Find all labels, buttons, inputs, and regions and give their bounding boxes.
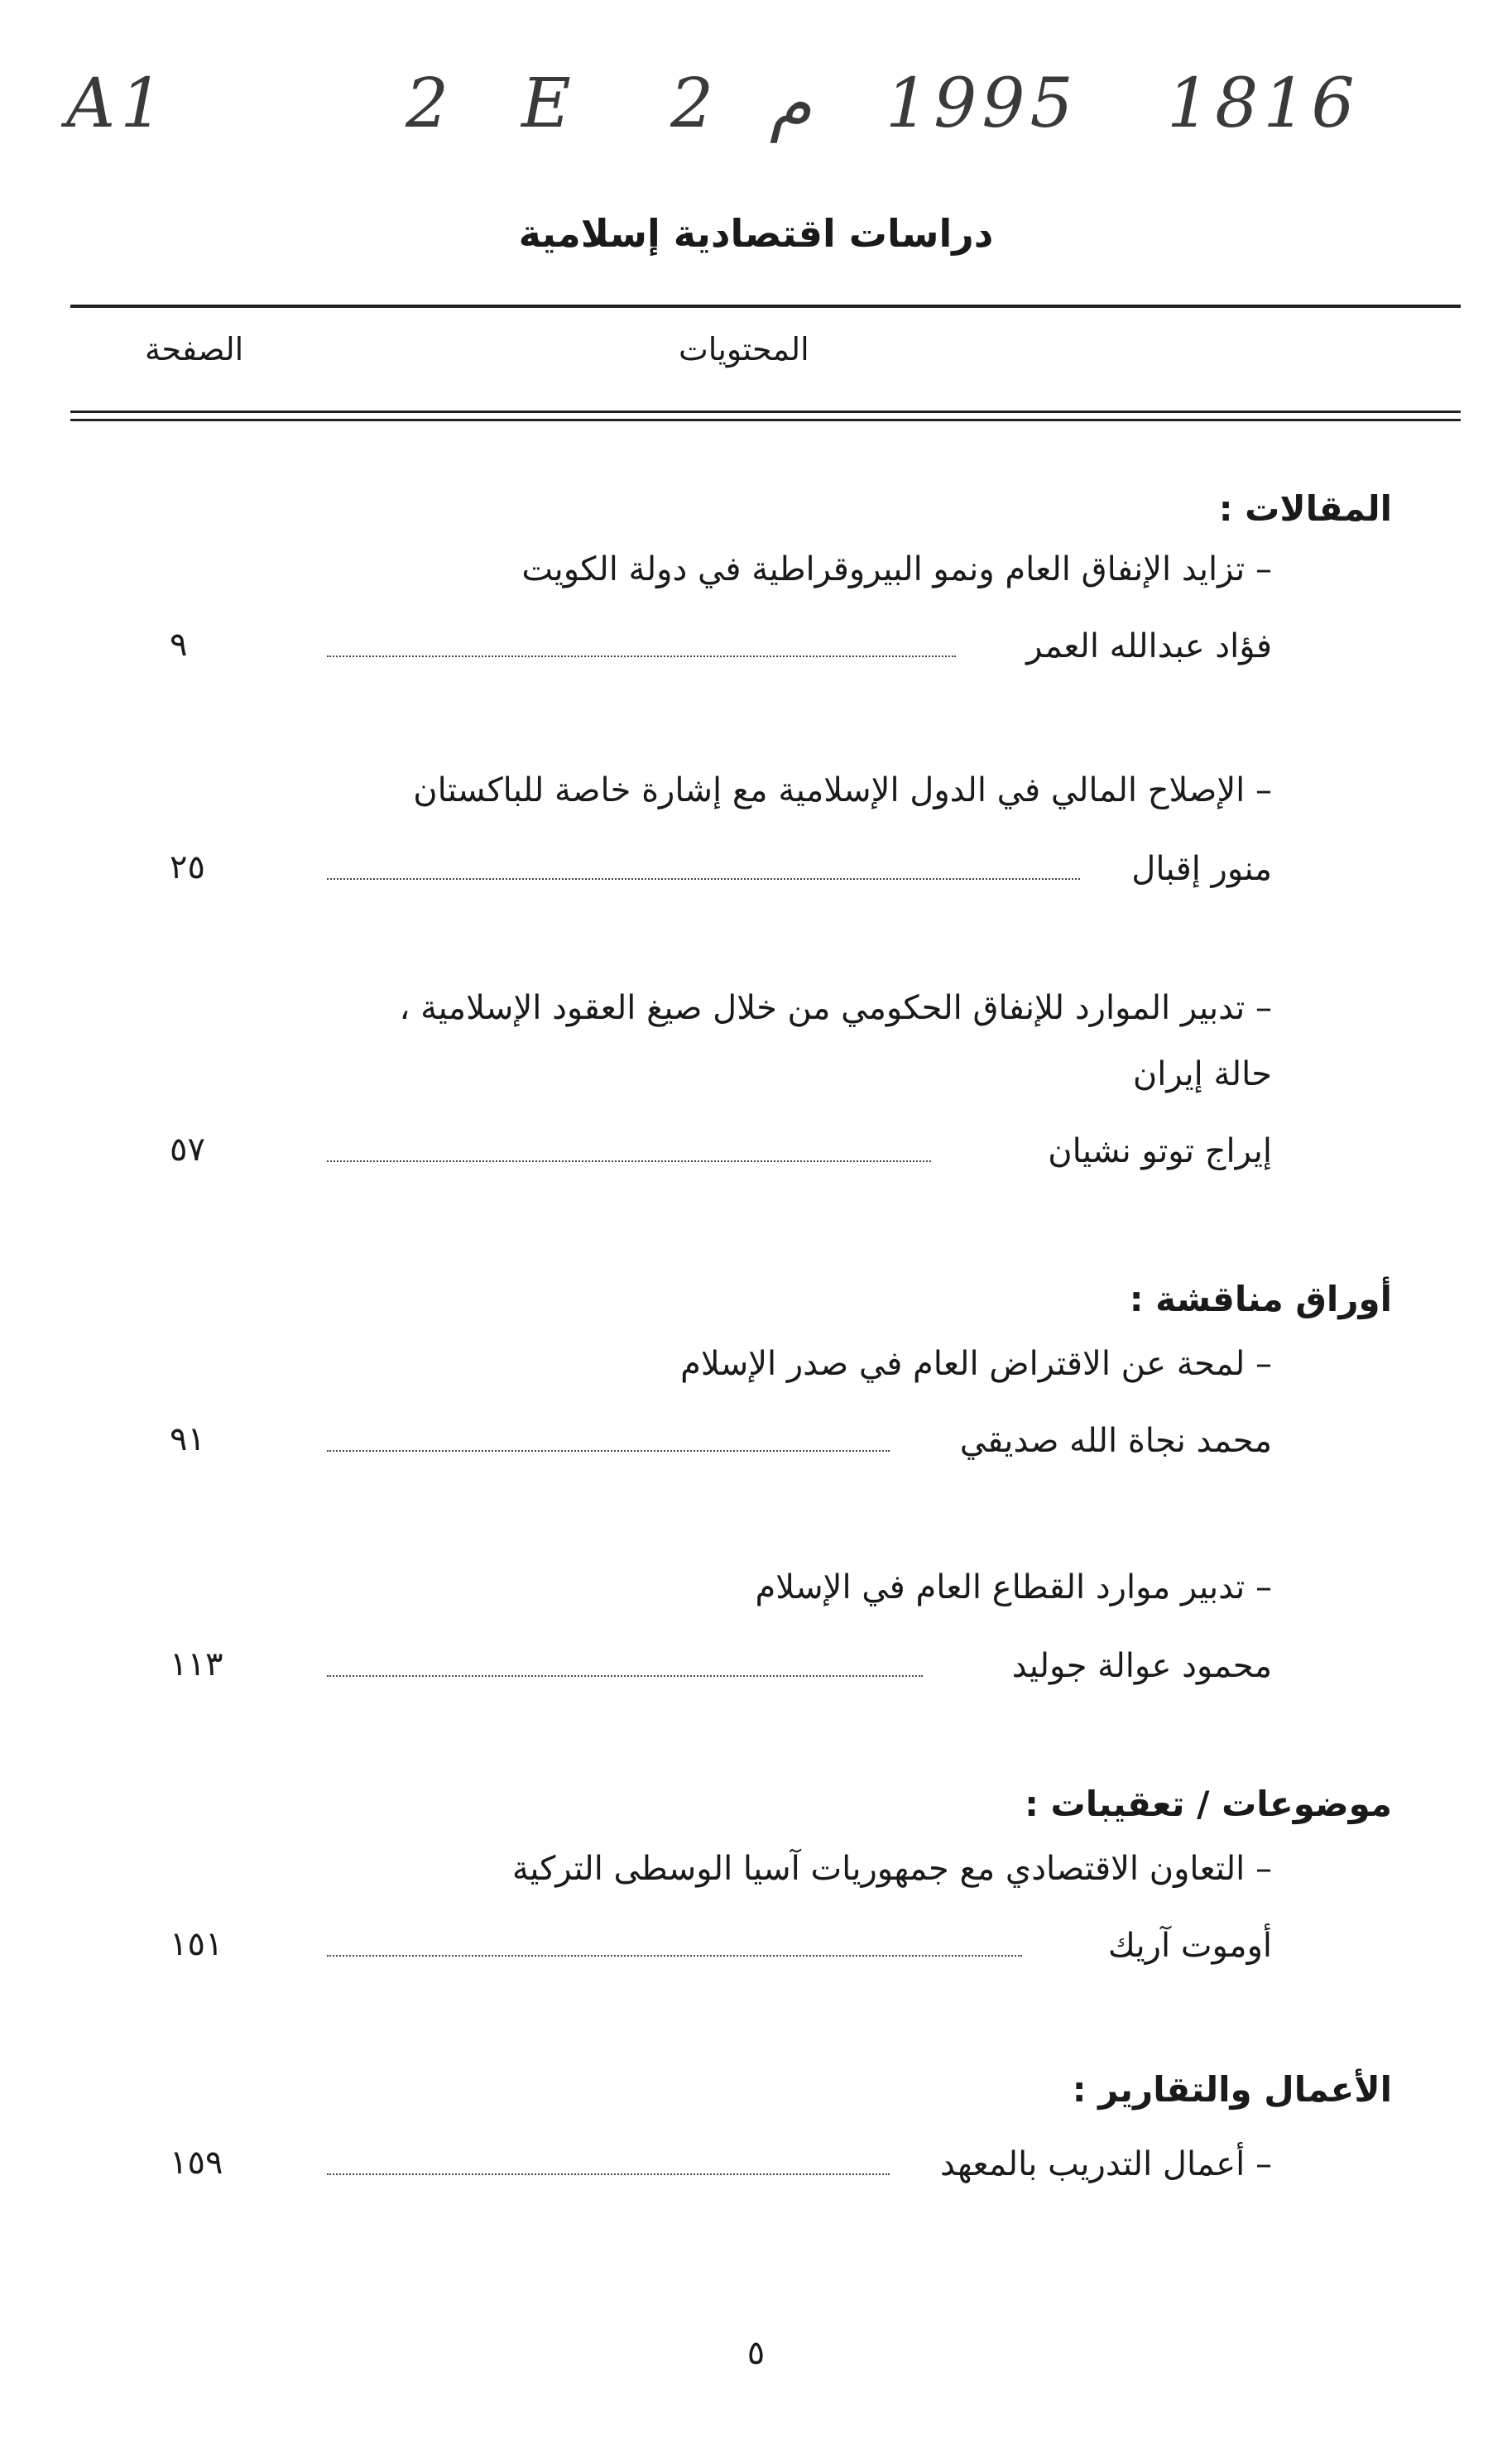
toc-entry-author: – أعمال التدريب بالمعهد (940, 2145, 1272, 2183)
toc-entry-title: – لمحة عن الاقتراض العام في صدر الإسلام (680, 1345, 1272, 1383)
handwritten-e: E (521, 65, 576, 143)
page-number-folio: ٥ (746, 2334, 766, 2372)
journal-title: دراسات اقتصادية إسلامية (518, 211, 994, 256)
toc-entry-page-number: ٢٥ (170, 848, 205, 886)
toc-entry-page-number: ١١٣ (170, 1645, 223, 1683)
toc-entry-title: – التعاون الاقتصادي مع جمهوريات آسيا الوسطى التركية (511, 1850, 1272, 1888)
toc-entry-author: أوموت آريك (1107, 1927, 1272, 1965)
dot-leader (327, 1675, 923, 1677)
handwritten-m: م (770, 65, 812, 143)
dot-leader (327, 878, 1080, 880)
toc-entry-author: محمود عوالة جوليد (1011, 1647, 1272, 1685)
section-4-title: الأعمال والتقارير : (1072, 2069, 1392, 2110)
handwritten-2-second: 2 (670, 65, 719, 143)
handwritten-a1: A1 (66, 65, 169, 143)
toc-entry-title: – الإصلاح المالي في الدول الإسلامية مع إشارة خاصة للباكستان (413, 771, 1272, 809)
toc-entry-author: منور إقبال (1131, 850, 1272, 888)
toc-entry-title: حالة إيران (1132, 1055, 1272, 1093)
column-header-page: الصفحة (145, 331, 244, 367)
section-1-title: المقالات : (1218, 488, 1392, 529)
section-2-title: أوراق مناقشة : (1129, 1279, 1392, 1319)
toc-entry-title: – تدبير موارد القطاع العام في الإسلام (755, 1568, 1272, 1606)
handwritten-year: 1995 (886, 65, 1078, 143)
toc-entry-title: – تدبير الموارد للإنفاق الحكومي من خلال صيغ العقود الإسلامية ، (399, 989, 1272, 1027)
dot-leader (327, 656, 956, 657)
handwritten-2: 2 (406, 65, 454, 143)
section-3-title: موضوعات / تعقيبات : (1025, 1784, 1392, 1824)
toc-entry-page-number: ٥٧ (170, 1131, 205, 1169)
toc-entry-page-number: ١٥١ (170, 1925, 223, 1963)
toc-entry-author: فؤاد عبدالله العمر (1026, 627, 1272, 665)
handwritten-number: 1816 (1167, 65, 1360, 143)
toc-entry-page-number: ٩ (170, 626, 188, 664)
dot-leader (327, 1450, 890, 1452)
toc-entry-author: محمد نجاة الله صديقي (959, 1422, 1272, 1460)
toc-entry-page-number: ٩١ (170, 1420, 205, 1458)
dot-leader (327, 1160, 931, 1162)
toc-entry-author: إيراج توتو نشيان (1048, 1132, 1272, 1170)
toc-entry-page-number: ١٥٩ (170, 2144, 223, 2182)
dot-leader (327, 2173, 890, 2175)
column-header-contents: المحتويات (679, 331, 809, 367)
toc-entry-title: – تزايد الإنفاق العام ونمو البيروقراطية في دولة الكويت (521, 550, 1272, 588)
dot-leader (327, 1955, 1022, 1957)
